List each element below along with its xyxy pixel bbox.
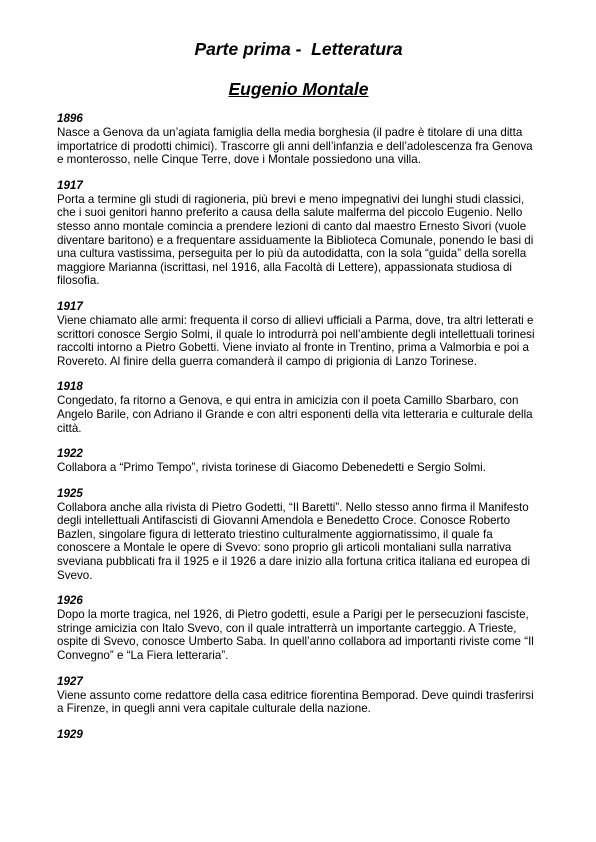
chronology-entry (57, 380, 540, 435)
entry-text: Dopo la morte tragica, nel 1926, di Pietro godetti, esule a Parigi per le persecuzioni fasciste, stringe amicizia con Italo Svevo, con il quale intratterrà un importante carteggio. A Trieste, ospite di Svevo, conosce Umberto Saba. In quell’anno collabora ad importanti riviste come “Il Convegno” e “La Fiera letteraria”. (57, 608, 534, 663)
entry-year: 1918 (57, 380, 83, 394)
entry-text: Collabora anche alla rivista di Pietro Godetti, “Il Baretti”. Nello stesso anno firma il Manifesto degli intellettuali Antifascisti di Giovanni Amendola e Benedetto Croce. Conosce Roberto Bazlen, singolare figura di letterato triestino culturalmente aggiornatissimo, il quale fa conoscere a Montale le opere di Svevo: sono proprio gli articoli montaliani sulla narrativa sveviana pubblicati fra il 1925 e il 1926 a dare inizio alla fortuna critica italiana ed europea di Svevo. (57, 500, 531, 582)
entry-text: Collabora a “Primo Tempo”, rivista torinese di Giacomo Debenedetti e Sergio Solmi. (57, 461, 486, 475)
author-heading: Eugenio Montale (228, 79, 369, 99)
entry-year: 1927 (57, 674, 83, 688)
chronology-entry (57, 300, 540, 368)
chronology-entry (57, 179, 540, 288)
entry-year: 1926 (57, 594, 83, 608)
chronology-entry (57, 675, 540, 716)
entry-year: 1896 (57, 112, 83, 125)
entry-text: Nasce a Genova da un’agiata famiglia della media borghesia (il padre è titolare di una ditta importatrice di prodotti chimici). Trascorre gli anni dell’infanzia e dell’adolescenza fra Genova e monterosso, nelle Cinque Terre, dove i Montale possiedono una villa. (57, 126, 533, 167)
entry-year: 1925 (57, 486, 83, 500)
page-title: Parte prima - Letteratura (194, 39, 403, 59)
entry-year: 1917 (57, 299, 83, 313)
entry-year: 1917 (57, 178, 83, 192)
chronology (57, 112, 540, 742)
entry-text: Viene assunto come redattore della casa editrice fiorentina Bemporad. Deve quindi trasferirsi a Firenze, in quegli anni vera capitale culturale della nazione. (57, 688, 534, 716)
chronology-entry (57, 728, 540, 742)
entry-text: Viene chiamato alle armi: frequenta il corso di allievi ufficiali a Parma, dove, tra altri letterati e scrittori conosce Sergio Solmi, il quale lo introdurrà poi nell’ambiente degli intellettuali torinesi raccolti intorno a Pietro Gobetti. Viene inviato al fronte in Trentino, prima a Valmorbia e poi a Rovereto. Al finire della guerra comanderà il campo di prigionia di Lanzo Torinese. (57, 313, 535, 368)
entry-year: 1922 (57, 447, 83, 461)
entry-text: Congedato, fa ritorno a Genova, e qui entra in amicizia con il poeta Camillo Sbarbaro, con Angelo Barile, con Adriano il Grande e con altri esponenti della vita letteraria e culturale della città. (57, 394, 533, 435)
chronology-entry (57, 487, 540, 583)
chronology-entry (57, 447, 540, 475)
chronology-entry (57, 594, 540, 662)
chronology-entry (57, 112, 540, 167)
entry-text: Porta a termine gli studi di ragioneria, più brevi e meno impegnativi dei lunghi studi classici, che i suoi genitori hanno preferito a causa della salute malferma del piccolo Eugenio. Nello stesso anno montale comincia a prendere lezioni di canto dal maestro Ernesto Sivori (vuole diventare baritono) e a frequentare assiduamente la Biblioteca Comunale, ponendo le basi di una cultura vastissima, perseguita per lo più da autodidatta, con la sola “guida” della sorella maggiore Marianna (iscrittasi, nel 1916, alla Facoltà di Lettere), appassionata studiosa di filosofia. (57, 192, 534, 288)
entry-year: 1929 (57, 727, 83, 741)
